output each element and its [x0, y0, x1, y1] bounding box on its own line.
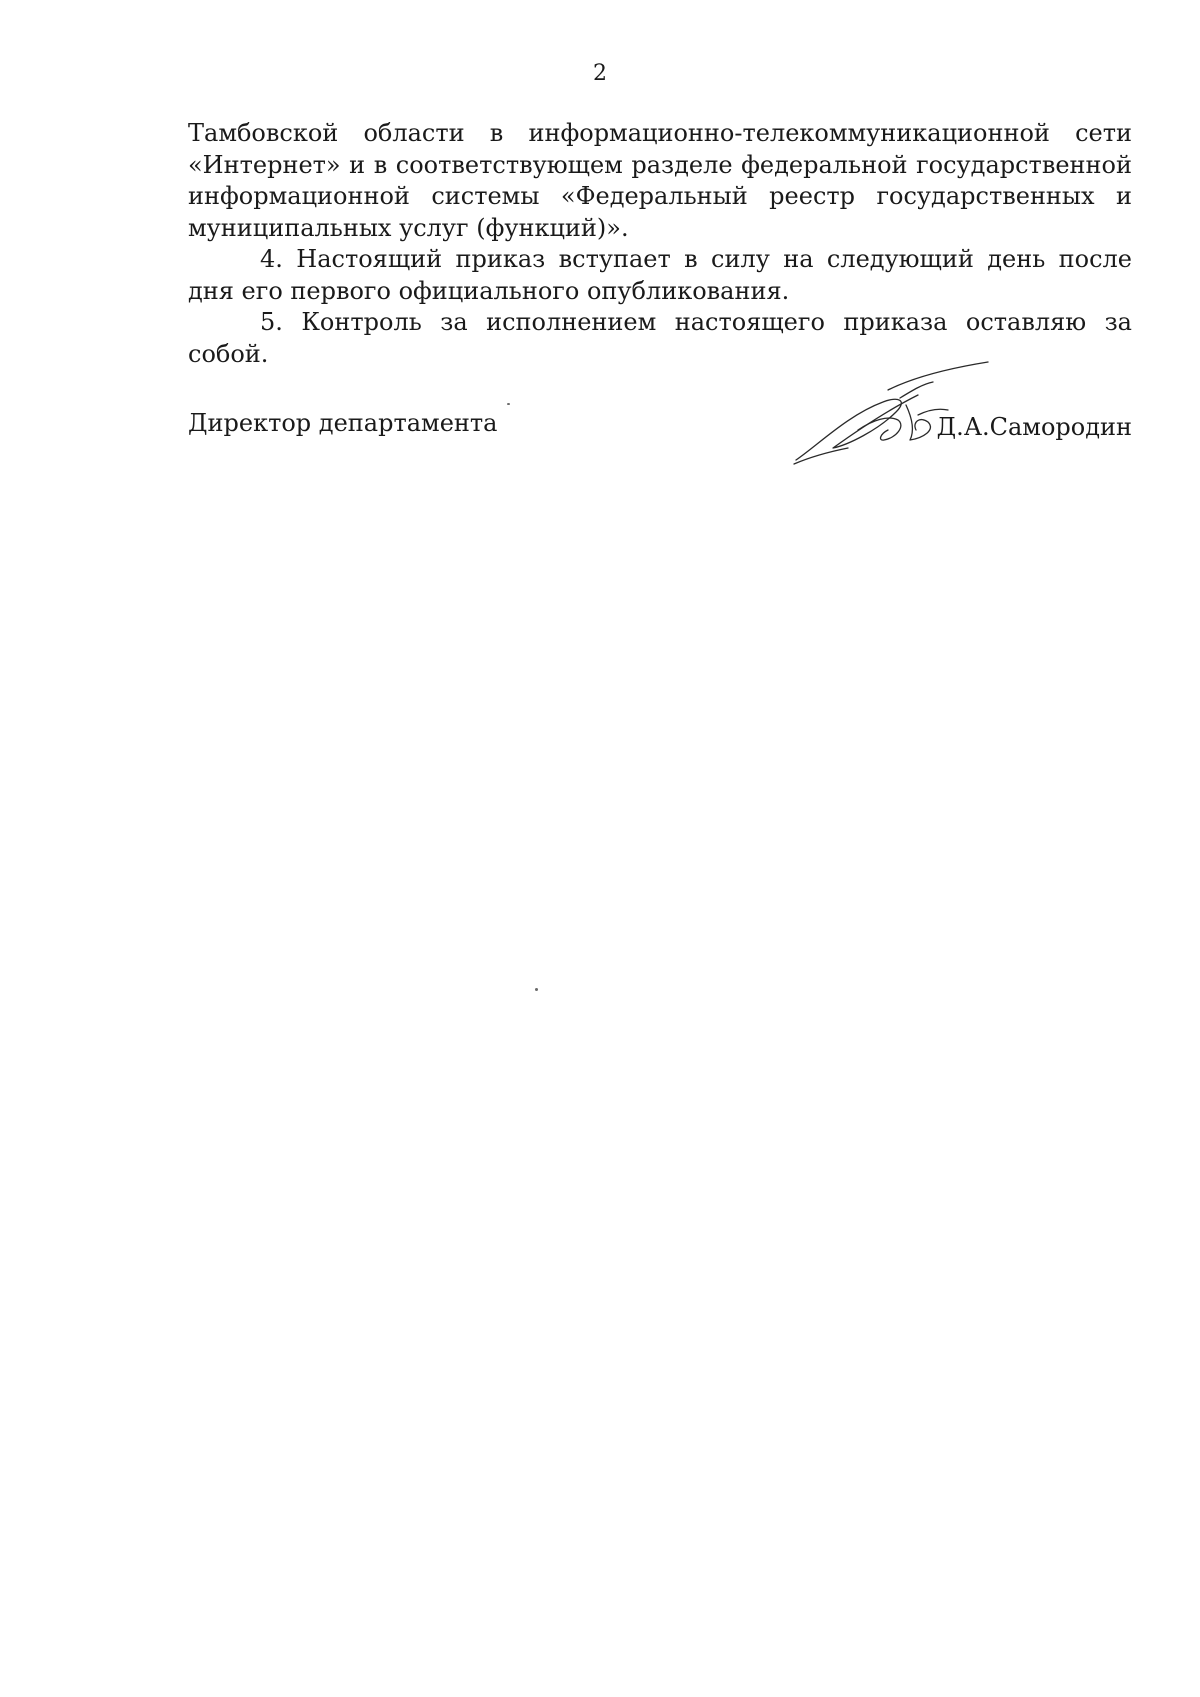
signer-position: Директор департамента [188, 409, 498, 437]
document-body [188, 118, 1132, 370]
signature-block [188, 372, 1132, 482]
signer-name: Д.А.Самородин [936, 413, 1132, 441]
paragraph-continuation: Тамбовской области в информационно-телекоммуникационной сети «Интернет» и в соответствующем разделе федеральной государственной информационной системы «Федеральный реестр государственных и муниципальных услуг (функций)». [188, 119, 1132, 242]
page-number: 2 [593, 61, 607, 86]
paragraph-item-4: 4. Настоящий приказ вступает в силу на следующий день после дня его первого официального опубликования. [188, 245, 1132, 305]
scan-speck [507, 403, 510, 405]
paragraph-item-5: 5. Контроль за исполнением настоящего приказа оставляю за собой. [188, 308, 1132, 368]
scan-speck [535, 988, 538, 991]
